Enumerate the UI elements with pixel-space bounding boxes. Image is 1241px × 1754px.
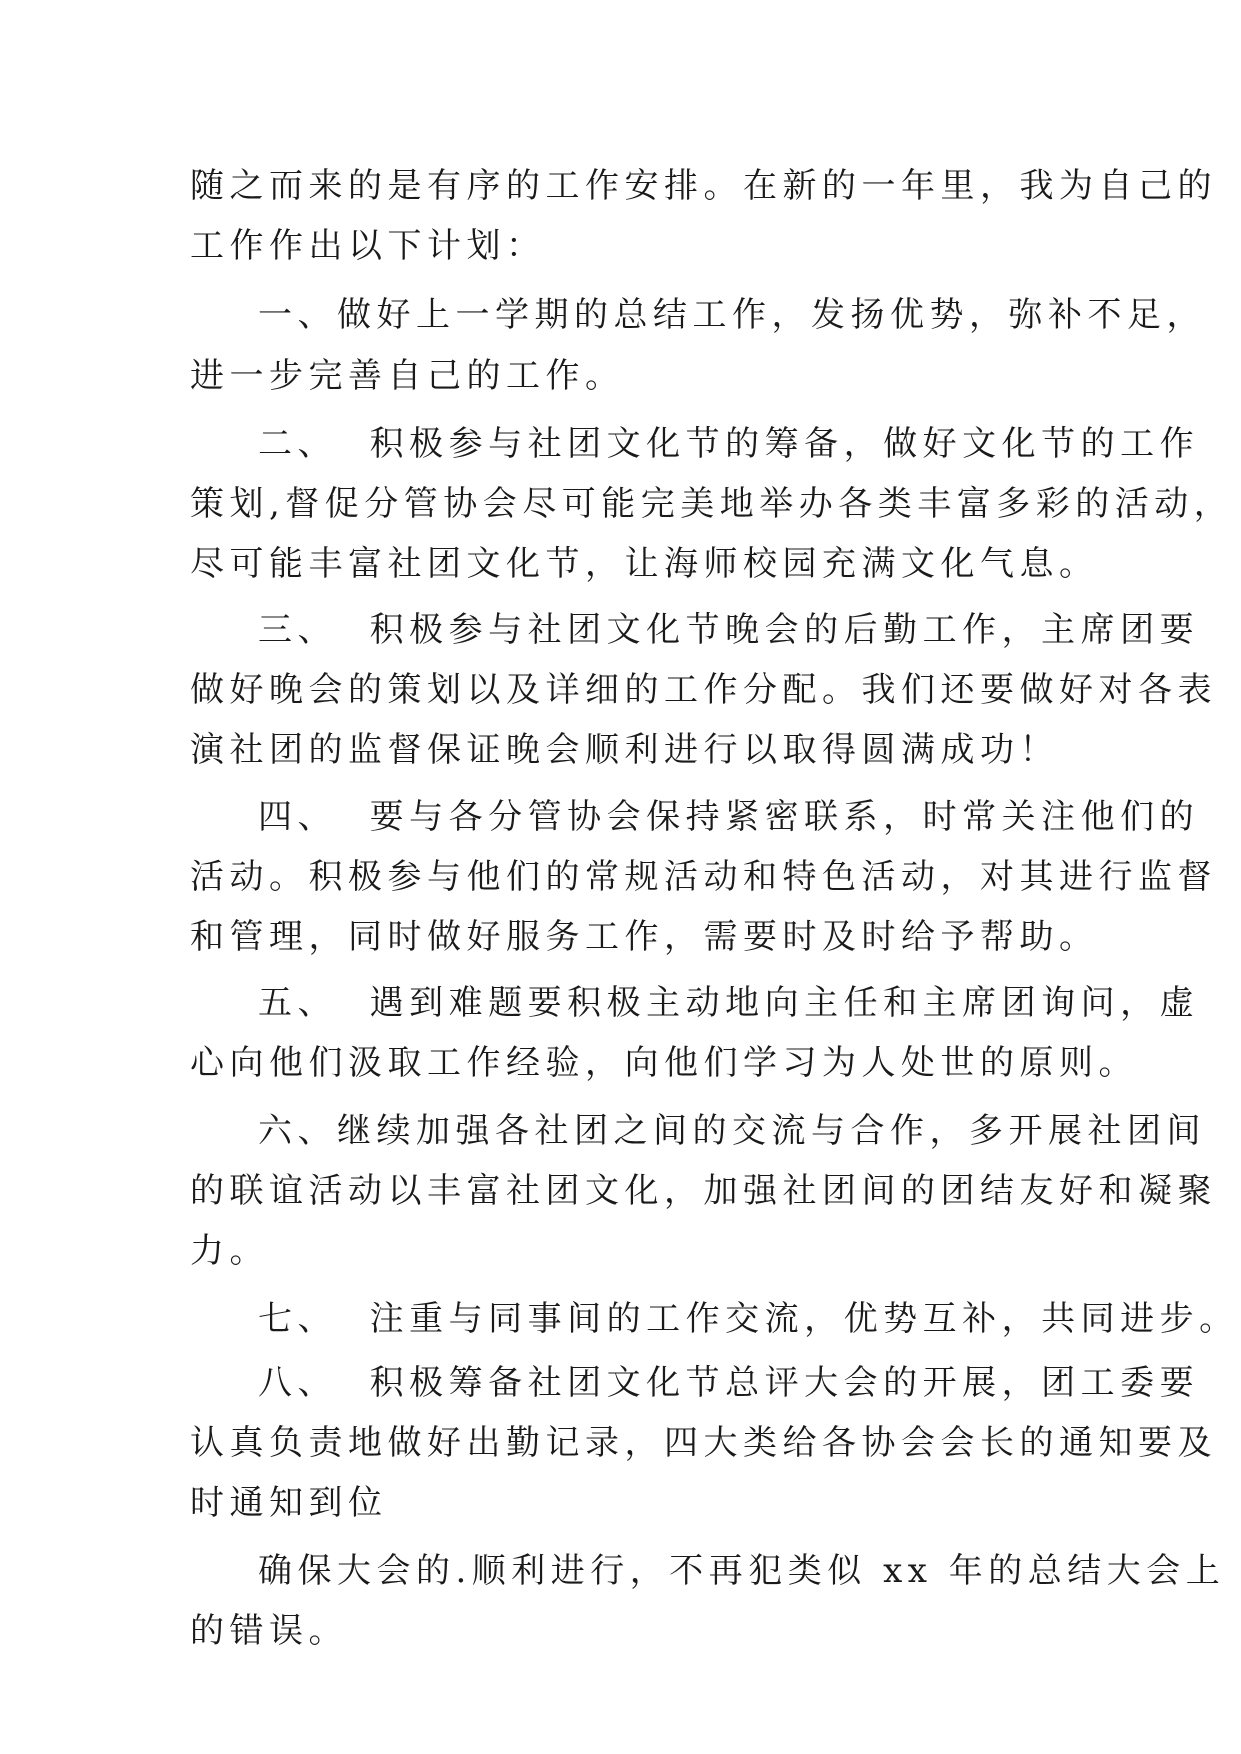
text-line: 七、 注重与同事间的工作交流，优势互补，共同进步。 <box>258 1299 1239 1339</box>
text-line: 的联谊活动以丰富社团文化，加强社团间的团结友好和凝聚 <box>190 1171 1217 1211</box>
text-line: 力。 <box>190 1231 269 1271</box>
text-line: 策划,督促分管协会尽可能完美地举办各类丰富多彩的活动， <box>190 484 1234 524</box>
text-line: 时通知到位 <box>190 1483 388 1523</box>
text-line: 认真负责地做好出勤记录，四大类给各协会会长的通知要及 <box>190 1423 1217 1463</box>
text-line: 八、 积极筹备社团文化节总评大会的开展，团工委要 <box>258 1363 1200 1403</box>
text-line: 的错误。 <box>190 1611 348 1651</box>
text-line: 和管理，同时做好服务工作，需要时及时给予帮助。 <box>190 917 1099 957</box>
text-line: 进一步完善自己的工作。 <box>190 356 625 396</box>
text-line: 尽可能丰富社团文化节，让海师校园充满文化气息。 <box>190 544 1099 584</box>
text-line: 三、 积极参与社团文化节晚会的后勤工作，主席团要 <box>258 610 1200 650</box>
text-line: 六、继续加强各社团之间的交流与合作，多开展社团间 <box>258 1111 1206 1151</box>
text-line: 工作作出以下计划： <box>190 226 546 266</box>
text-line: 活动。积极参与他们的常规活动和特色活动，对其进行监督 <box>190 857 1217 897</box>
text-line: 四、 要与各分管协会保持紧密联系，时常关注他们的 <box>258 797 1200 837</box>
text-line: 演社团的监督保证晚会顺利进行以取得圆满成功！ <box>190 730 1059 770</box>
text-line: 二、 积极参与社团文化节的筹备，做好文化节的工作 <box>258 424 1200 464</box>
text-line: 做好晚会的策划以及详细的工作分配。我们还要做好对各表 <box>190 670 1217 710</box>
text-line: 确保大会的.顺利进行，不再犯类似 xx 年的总结大会上 <box>258 1551 1226 1591</box>
text-line: 五、 遇到难题要积极主动地向主任和主席团询问，虚 <box>258 983 1200 1023</box>
text-line: 心向他们汲取工作经验，向他们学习为人处世的原则。 <box>190 1043 1138 1083</box>
text-line: 一、做好上一学期的总结工作，发扬优势，弥补不足， <box>258 295 1206 335</box>
text-line: 随之而来的是有序的工作安排。在新的一年里，我为自己的 <box>190 166 1217 206</box>
